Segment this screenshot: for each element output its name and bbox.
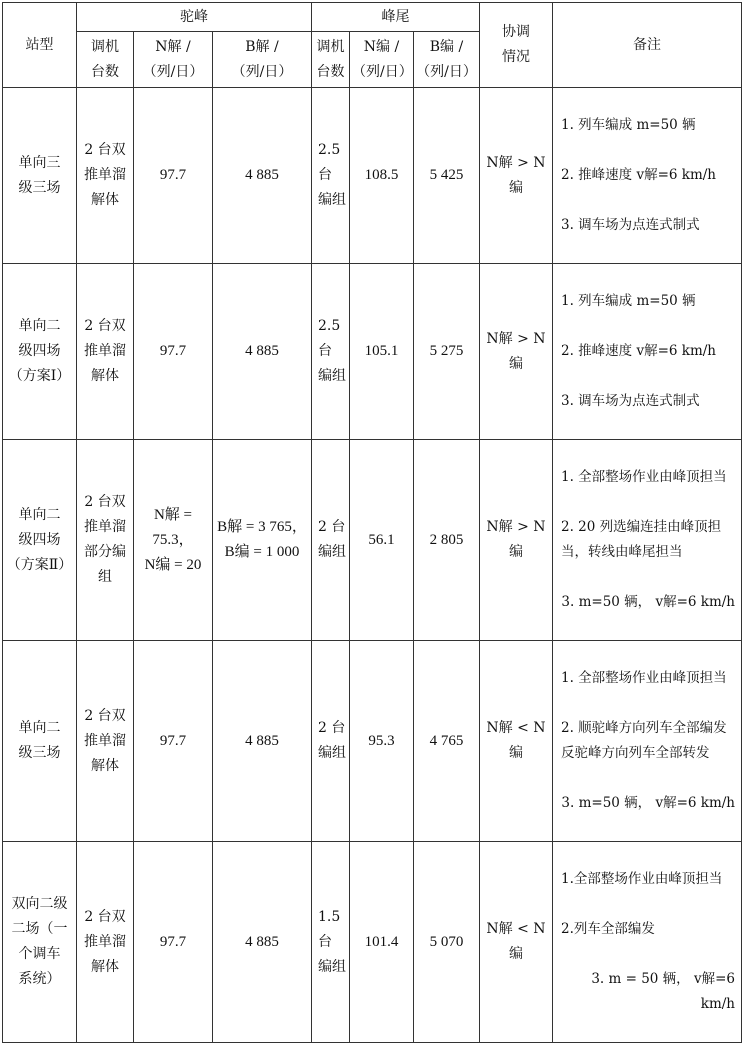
tail-n-cell: 105.1 — [350, 264, 414, 440]
tail-locos-cell: 2.5 台 编组 — [312, 88, 350, 264]
station-type-cell: 单向二 级四场 （方案Ⅱ） — [3, 440, 77, 641]
station-type-cell: 单向二 级四场 （方案Ⅰ） — [3, 264, 77, 440]
hump-b-cell: 4 885 — [213, 88, 312, 264]
tail-header: 峰尾 — [312, 3, 480, 32]
tail-locos-cell: 2 台 编组 — [312, 440, 350, 641]
header-row-1 — [3, 3, 742, 32]
remark-line: 1. 全部整场作业由峰顶担当 — [561, 469, 727, 485]
hump-b-cell: 4 885 — [213, 641, 312, 842]
remark-line: 3. m=50 辆， v解=6 km/h — [561, 594, 735, 610]
tail-locos-cell: 1.5 台 编组 — [312, 842, 350, 1043]
remarks-cell — [553, 842, 742, 1043]
remark-line: 3. 调车场为点连式制式 — [561, 217, 700, 233]
hump-n-cell: N解 = 75.3， N编 = 20 — [134, 440, 213, 641]
tail-b-cell: 5 425 — [414, 88, 480, 264]
remarks-cell — [553, 264, 742, 440]
table-row — [3, 88, 742, 264]
table-row — [3, 264, 742, 440]
remark-line: 1.全部整场作业由峰顶担当 — [561, 871, 723, 887]
tail-b-cell: 4 765 — [414, 641, 480, 842]
tail-locos-cell: 2.5 台 编组 — [312, 264, 350, 440]
tail-b-cell: 2 805 — [414, 440, 480, 641]
remark-line: 2. 推峰速度 v解=6 km/h — [561, 343, 717, 359]
coordination-header: 协调 情况 — [480, 3, 553, 88]
tail-n-header: N编 / （列/日） — [350, 32, 414, 88]
remark-line: 2.列车全部编发 — [561, 921, 655, 937]
hump-locos-cell: 2 台双 推单溜 解体 — [77, 88, 134, 264]
tail-n-cell: 101.4 — [350, 842, 414, 1043]
hump-locos-cell: 2 台双 推单溜 解体 — [77, 641, 134, 842]
capacity-comparison-table — [2, 2, 742, 1043]
remark-line: 2. 20 列选编连挂由峰顶担当，转线由峰尾担当 — [561, 519, 722, 560]
tail-n-cell: 108.5 — [350, 88, 414, 264]
table-row — [3, 641, 742, 842]
remarks-header: 备注 — [553, 3, 742, 88]
tail-b-cell: 5 275 — [414, 264, 480, 440]
hump-locos-header: 调机 台数 — [77, 32, 134, 88]
hump-locos-cell: 2 台双 推单溜 解体 — [77, 842, 134, 1043]
hump-n-cell: 97.7 — [134, 264, 213, 440]
hump-n-cell: 97.7 — [134, 842, 213, 1043]
hump-n-header: N解 / （列/日） — [134, 32, 213, 88]
tail-b-header: B编 / （列/日） — [414, 32, 480, 88]
remark-line: 3. m=50 辆， v解=6 km/h — [561, 795, 735, 811]
hump-header: 驼峰 — [77, 3, 312, 32]
tail-b-cell: 5 070 — [414, 842, 480, 1043]
remarks-cell — [553, 440, 742, 641]
hump-n-cell: 97.7 — [134, 641, 213, 842]
remark-line: 1. 全部整场作业由峰顶担当 — [561, 670, 727, 686]
table-row — [3, 440, 742, 641]
hump-locos-cell: 2 台双 推单溜 部分编 组 — [77, 440, 134, 641]
table-row — [3, 842, 742, 1043]
station-type-cell: 双向二级 二场（一 个调车 系统） — [3, 842, 77, 1043]
remark-line: 1. 列车编成 m=50 辆 — [561, 293, 696, 309]
hump-b-cell: 4 885 — [213, 264, 312, 440]
hump-n-cell: 97.7 — [134, 88, 213, 264]
remark-line: 3. 调车场为点连式制式 — [561, 393, 700, 409]
remark-line: 1. 列车编成 m=50 辆 — [561, 117, 696, 133]
tail-n-cell: 95.3 — [350, 641, 414, 842]
remarks-cell — [553, 88, 742, 264]
remarks-cell — [553, 641, 742, 842]
remark-line: 2. 顺驼峰方向列车全部编发反驼峰方向列车全部转发 — [561, 720, 727, 761]
hump-locos-cell: 2 台双 推单溜 解体 — [77, 264, 134, 440]
coordination-cell: N解 < N编 — [480, 842, 553, 1043]
hump-b-cell: B解 = 3 765， B编 = 1 000 — [213, 440, 312, 641]
coordination-cell: N解 > N编 — [480, 440, 553, 641]
tail-n-cell: 56.1 — [350, 440, 414, 641]
station-type-cell: 单向二 级三场 — [3, 641, 77, 842]
hump-b-header: B解 / （列/日） — [213, 32, 312, 88]
station-type-header: 站型 — [3, 3, 77, 88]
station-type-cell: 单向三 级三场 — [3, 88, 77, 264]
hump-b-cell: 4 885 — [213, 842, 312, 1043]
tail-locos-header: 调机 台数 — [312, 32, 350, 88]
coordination-cell: N解 > N编 — [480, 264, 553, 440]
remark-line: 3. m = 50 辆， v解=6 km/h — [591, 971, 735, 1012]
coordination-cell: N解 < N编 — [480, 641, 553, 842]
tail-locos-cell: 2 台 编组 — [312, 641, 350, 842]
coordination-cell: N解 > N编 — [480, 88, 553, 264]
remark-line: 2. 推峰速度 v解=6 km/h — [561, 167, 717, 183]
